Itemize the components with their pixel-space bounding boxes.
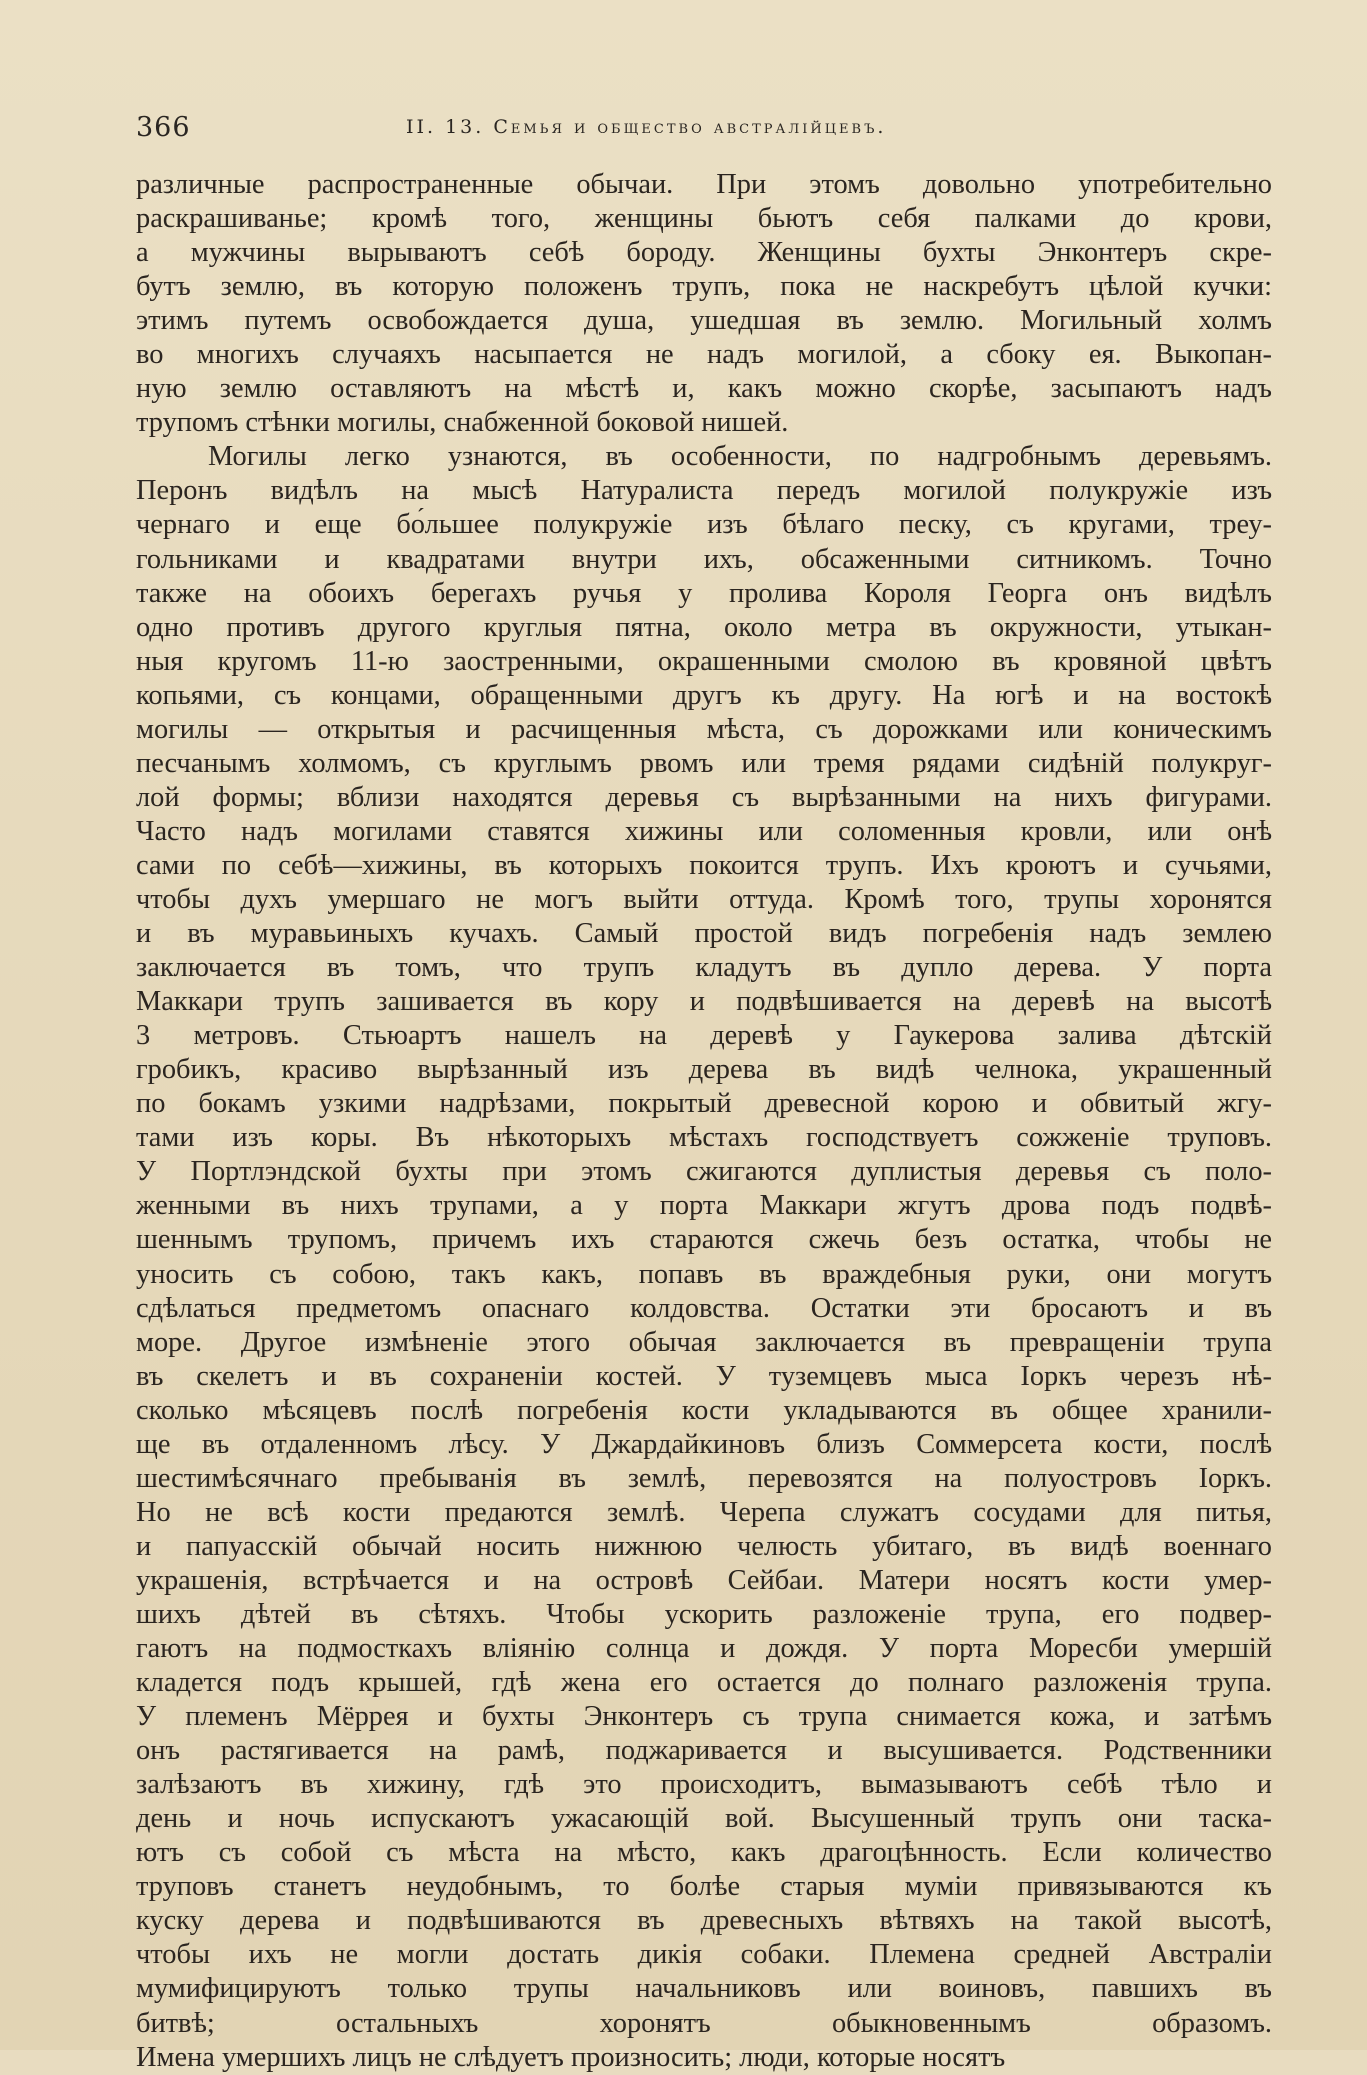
text-line: море. Другое измѣненіе этого обычая заключается въ превращеніи трупа — [136, 1326, 1272, 1358]
text-line: кладется подъ крышей, гдѣ жена его остается до полнаго разложенія трупа. — [136, 1667, 1272, 1699]
text-line: въ скелетъ и въ сохраненіи костей. У туземцевъ мыса Іоркъ черезъ нѣ- — [136, 1360, 1272, 1392]
text-line: Но не всѣ кости предаются землѣ. Черепа служатъ сосудами для питья, — [136, 1496, 1272, 1528]
text-line: и папуасскій обычай носить нижнюю челюсть убитаго, въ видѣ военнаго — [136, 1530, 1272, 1562]
text-line: битвѣ; остальныхъ хоронятъ обыкновеннымъ образомъ. — [136, 2007, 1272, 2039]
text-line: ще въ отдаленномъ лѣсу. У Джардайкиновъ близъ Соммерсета кости, послѣ — [136, 1428, 1272, 1460]
text-line: Часто надъ могилами ставятся хижины или соломенныя кровли, или онѣ — [136, 815, 1272, 847]
text-line: гаютъ на подмосткахъ вліянію солнца и дождя. У порта Моресби умершій — [136, 1633, 1272, 1665]
text-line: тами изъ коры. Въ нѣкоторыхъ мѣстахъ господствуетъ сожженіе труповъ. — [136, 1122, 1272, 1154]
text-line: куску дерева и подвѣшиваются въ древесныхъ вѣтвяхъ на такой высотѣ, — [136, 1905, 1272, 1937]
text-line: песчанымъ холмомъ, съ круглымъ рвомъ или тремя рядами сидѣній полукруг- — [136, 747, 1272, 779]
text-line: лой формы; вблизи находятся деревья съ вырѣзанными на нихъ фигурами. — [136, 781, 1272, 813]
text-line: украшенія, встрѣчается и на островѣ Сейбаи. Матери носятъ кости умер- — [136, 1564, 1272, 1596]
text-line: копьями, съ концами, обращенными другъ къ другу. На югѣ и на востокѣ — [136, 679, 1272, 711]
text-line: шихъ дѣтей въ сѣтяхъ. Чтобы ускорить разложеніе трупа, его подвер- — [136, 1598, 1272, 1630]
text-line: по бокамъ узкими надрѣзами, покрытый древесной корою и обвитый жгу- — [136, 1088, 1272, 1120]
text-line: во многихъ случаяхъ насыпается не надъ могилой, а сбоку ея. Выкопан- — [136, 339, 1272, 371]
page-number: 366 — [136, 112, 191, 143]
text-line: заключается въ томъ, что трупъ кладутъ въ дупло дерева. У порта — [136, 952, 1272, 984]
body-text — [136, 168, 1272, 2075]
text-line: У Портлэндской бухты при этомъ сжигаются дуплистыя деревья съ поло- — [136, 1156, 1272, 1188]
text-line: мумифицируютъ только трупы начальниковъ или воиновъ, павшихъ въ — [136, 1973, 1272, 2005]
page-header — [136, 112, 1276, 152]
text-line: этимъ путемъ освобождается душа, ушедшая въ землю. Могильный холмъ — [136, 305, 1272, 337]
text-line: У племенъ Мёррея и бухты Энконтеръ съ трупа снимается кожа, и затѣмъ — [136, 1701, 1272, 1733]
text-line: могилы — открытыя и расчищенныя мѣста, съ дорожками или коническимъ — [136, 713, 1272, 745]
text-line: залѣзаютъ въ хижину, гдѣ это происходитъ, вымазываютъ себѣ тѣло и — [136, 1769, 1272, 1801]
text-line: ныя кругомъ 11-ю заостренными, окрашенными смолою въ кровяной цвѣтъ — [136, 645, 1272, 677]
text-line: труповъ станетъ неудобнымъ, то болѣе старыя муміи привязываются къ — [136, 1871, 1272, 1903]
text-line: ную землю оставляютъ на мѣстѣ и, какъ можно скорѣе, засыпаютъ надъ — [136, 373, 1272, 405]
text-line: уносить съ собою, такъ какъ, попавъ въ враждебныя руки, они могутъ — [136, 1258, 1272, 1290]
text-line: Могилы легко узнаются, въ особенности, по надгробнымъ деревьямъ. — [208, 441, 1272, 473]
text-line: Перонъ видѣлъ на мысѣ Натуралиста передъ могилой полукружіе изъ — [136, 475, 1272, 507]
text-line: ютъ съ собой съ мѣста на мѣсто, какъ драгоцѣнность. Если количество — [136, 1837, 1272, 1869]
text-line: и въ муравьиныхъ кучахъ. Самый простой видъ погребенія надъ землею — [136, 918, 1272, 950]
text-line: Маккари трупъ зашивается въ кору и подвѣшивается на деревѣ на высотѣ — [136, 986, 1272, 1018]
text-line: раскрашиванье; кромѣ того, женщины бьютъ себя палками до крови, — [136, 203, 1272, 235]
text-line: а мужчины вырываютъ себѣ бороду. Женщины бухты Энконтеръ скре- — [136, 237, 1272, 269]
text-line: чтобы духъ умершаго не могъ выйти оттуда. Кромѣ того, трупы хоронятся — [136, 883, 1272, 915]
text-line: сдѣлаться предметомъ опаснаго колдовства. Остатки эти бросаютъ и въ — [136, 1292, 1272, 1324]
text-line: различные распространенные обычаи. При этомъ довольно употребительно — [136, 169, 1272, 200]
text-line: чернаго и еще бо́льшее полукружіе изъ бѣлаго песку, съ кругами, треу- — [136, 509, 1272, 541]
text-line: трупомъ стѣнки могилы, снабженной боковой нишей. — [136, 407, 789, 439]
text-line: онъ растягивается на рамѣ, поджаривается и высушивается. Родственники — [136, 1735, 1272, 1767]
text-line: гольниками и квадратами внутри ихъ, обсаженными ситникомъ. Точно — [136, 543, 1272, 575]
running-title: II. 13. Семья и общество австралійцевъ. — [406, 116, 887, 138]
text-line: шестимѣсячнаго пребыванія въ землѣ, перевозятся на полуостровъ Іоркъ. — [136, 1462, 1272, 1494]
text-line: бутъ землю, въ которую положенъ трупъ, пока не наскребутъ цѣлой кучки: — [136, 271, 1272, 303]
text-line: женными въ нихъ трупами, а у порта Маккари жгутъ дрова подъ подвѣ- — [136, 1190, 1272, 1222]
text-line: также на обоихъ берегахъ ручья у пролива Короля Георга онъ видѣлъ — [136, 577, 1272, 609]
text-line: гробикъ, красиво вырѣзанный изъ дерева въ видѣ челнока, украшенный — [136, 1054, 1272, 1086]
text-line: одно противъ другого круглыя пятна, около метра въ окружности, утыкан- — [136, 611, 1272, 643]
text-line: чтобы ихъ не могли достать дикія собаки. Племена средней Австраліи — [136, 1939, 1272, 1971]
text-line: Имена умершихъ лицъ не слѣдуетъ произносить; люди, которые носятъ — [136, 2041, 1006, 2073]
text-line: 3 метровъ. Стьюартъ нашелъ на деревѣ у Гаукерова залива дѣтскій — [136, 1020, 1272, 1052]
text-line: сами по себѣ—хижины, въ которыхъ покоится трупъ. Ихъ кроютъ и сучьями, — [136, 849, 1272, 881]
text-line: сколько мѣсяцевъ послѣ погребенія кости укладываются въ общее хранили- — [136, 1394, 1272, 1426]
text-line: день и ночь испускаютъ ужасающій вой. Высушенный трупъ они таска- — [136, 1803, 1272, 1835]
text-line: шеннымъ трупомъ, причемъ ихъ стараются сжечь безъ остатка, чтобы не — [136, 1224, 1272, 1256]
